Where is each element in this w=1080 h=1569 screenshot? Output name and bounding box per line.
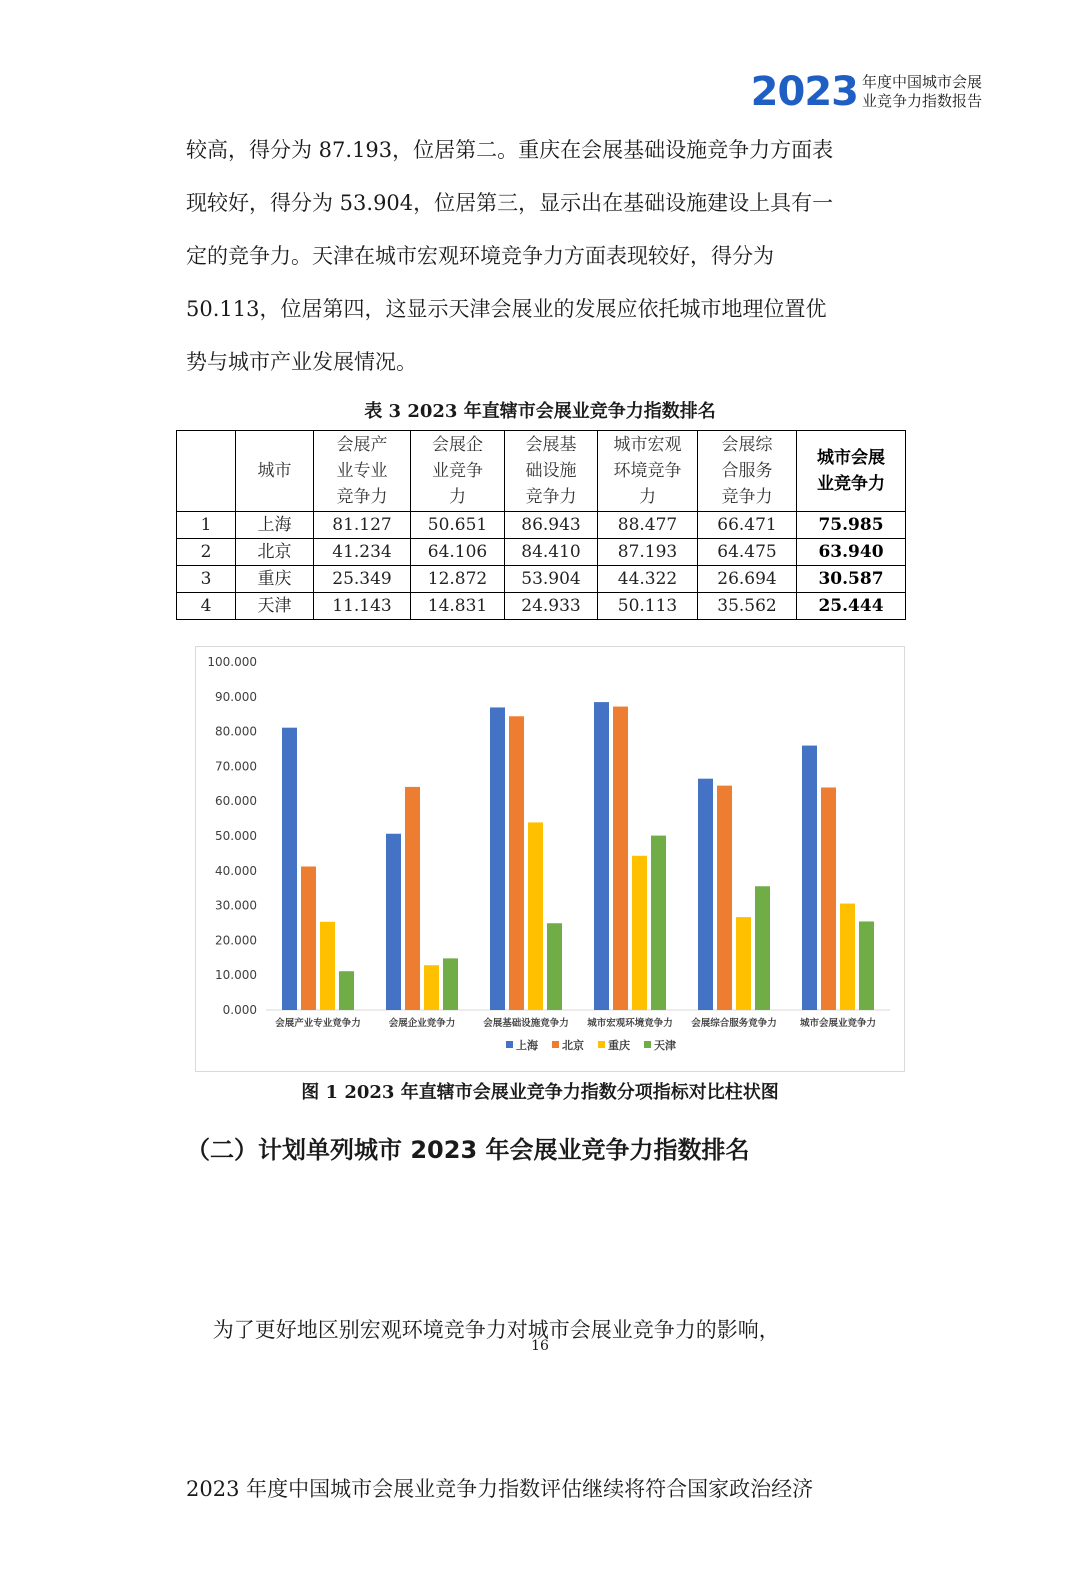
- chart-bar: [802, 746, 817, 1010]
- chart-bar: [717, 786, 732, 1010]
- table-header-cell: [177, 431, 236, 512]
- table-cell: 北京: [236, 539, 314, 566]
- header-line: 竞争力: [721, 487, 773, 507]
- x-tick-label: 会展基础设施竞争力: [483, 1018, 569, 1029]
- header-line: 竞争力: [336, 487, 388, 507]
- report-logo: [751, 70, 982, 114]
- table-cell: 50.651: [411, 512, 505, 539]
- section-heading: （二）计划单列城市 2023 年会展业竞争力指数排名: [186, 1136, 750, 1164]
- paragraph-line: 50.113，位居第四，这显示天津会展业的发展应依托城市地理位置优: [186, 297, 827, 321]
- chart-bar: [613, 707, 628, 1010]
- header-line: 力: [449, 487, 466, 507]
- table-cell: 上海: [236, 512, 314, 539]
- header-line: 础设施: [525, 461, 577, 481]
- bar-chart: [196, 647, 904, 1071]
- header-line: 城市: [257, 461, 292, 481]
- x-tick-label: 城市宏观环境竞争力: [587, 1018, 673, 1029]
- chart-bar: [443, 958, 458, 1010]
- chart-bar: [755, 886, 770, 1010]
- header-line: 城市会展: [817, 448, 885, 468]
- y-tick-label: 10.000: [215, 968, 257, 983]
- legend-swatch: [506, 1041, 513, 1048]
- paragraph-line: 为了更好地区别宏观环境竞争力对城市会展业竞争力的影响，: [186, 1318, 780, 1342]
- table-cell: 2: [177, 539, 236, 566]
- header-line: 会展产: [336, 435, 388, 455]
- table-cell: 重庆: [236, 566, 314, 593]
- table-row: [177, 512, 906, 539]
- table-cell: 11.143: [314, 593, 411, 620]
- table-cell: 50.113: [598, 593, 698, 620]
- chart-bar: [405, 787, 420, 1010]
- logo-title: [862, 73, 982, 111]
- table-cell: 25.444: [797, 593, 906, 620]
- table-cell: 84.410: [505, 539, 598, 566]
- header-line: 业专业: [336, 461, 388, 481]
- header-line: 业竞争: [432, 461, 483, 481]
- body-paragraph: [186, 124, 906, 389]
- header-line: 业竞争力: [817, 474, 885, 494]
- table-cell: 87.193: [598, 539, 698, 566]
- y-tick-label: 50.000: [215, 829, 257, 843]
- table-cell: 66.471: [698, 512, 797, 539]
- chart-bar: [509, 716, 524, 1010]
- logo-title-line2: 业竞争力指数报告: [861, 92, 982, 110]
- header-line: 会展企: [432, 435, 483, 455]
- table-row: [177, 566, 906, 593]
- table-cell: 1: [177, 512, 236, 539]
- x-tick-label: 会展企业竞争力: [388, 1018, 456, 1029]
- table-cell: 63.940: [797, 539, 906, 566]
- paragraph-line: 较高，得分为 87.193，位居第二。重庆在会展基础设施竞争力方面表: [186, 138, 834, 162]
- legend-label: 北京: [562, 1039, 584, 1052]
- chart-bar: [632, 856, 647, 1010]
- table-cell: 26.694: [698, 566, 797, 593]
- chart-bar: [528, 822, 543, 1010]
- chart-bar: [547, 923, 562, 1010]
- chart-frame: [195, 646, 905, 1072]
- table-header-cell: [236, 431, 314, 512]
- table-cell: 81.127: [314, 512, 411, 539]
- header-line: 环境竞争: [613, 461, 682, 481]
- header-line: 城市宏观: [613, 435, 682, 455]
- table-cell: 天津: [236, 593, 314, 620]
- chart-bar: [282, 728, 297, 1010]
- table-cell: 88.477: [598, 512, 698, 539]
- table-header-cell: [314, 431, 411, 512]
- table-caption: 表 3 2023 年直辖市会展业竞争力指数排名: [364, 401, 716, 422]
- y-tick-label: 100.000: [207, 655, 257, 669]
- chart-bar: [651, 836, 666, 1010]
- chart-bar: [424, 965, 439, 1010]
- x-tick-label: 会展综合服务竞争力: [691, 1018, 777, 1029]
- legend-swatch: [552, 1041, 559, 1048]
- table-cell: 64.106: [411, 539, 505, 566]
- table-cell: 41.234: [314, 539, 411, 566]
- table-cell: 75.985: [797, 512, 906, 539]
- paragraph-line: 定的竞争力。天津在城市宏观环境竞争力方面表现较好，得分为: [186, 244, 774, 268]
- y-tick-label: 20.000: [215, 933, 257, 948]
- y-tick-label: 0.000: [222, 1003, 257, 1017]
- table-row: [177, 593, 906, 620]
- y-tick-label: 90.000: [215, 689, 257, 704]
- chart-bar: [490, 707, 505, 1010]
- logo-year: 2023: [750, 69, 858, 115]
- legend-label: 上海: [516, 1039, 538, 1052]
- table-row: [177, 539, 906, 566]
- table-cell: 64.475: [698, 539, 797, 566]
- legend-label: 重庆: [608, 1039, 630, 1052]
- y-tick-label: 70.000: [215, 759, 257, 774]
- y-tick-label: 60.000: [215, 794, 257, 809]
- closing-paragraph: [186, 1198, 906, 1569]
- header-line: 会展综: [721, 435, 773, 455]
- chart-bar: [339, 971, 354, 1010]
- table-header-cell: [698, 431, 797, 512]
- chart-bar: [386, 834, 401, 1010]
- chart-bar: [821, 787, 836, 1010]
- table-cell: 12.872: [411, 566, 505, 593]
- table-body: [177, 512, 906, 620]
- y-tick-label: 80.000: [215, 724, 257, 739]
- table-cell: 30.587: [797, 566, 906, 593]
- paragraph-line: 2023 年度中国城市会展业竞争力指数评估继续将符合国家政治经济: [186, 1477, 814, 1501]
- paragraph-line: 现较好，得分为 53.904，位居第三，显示出在基础设施建设上具有一: [186, 191, 834, 215]
- y-tick-label: 30.000: [215, 898, 257, 913]
- header-line: 竞争力: [525, 487, 577, 507]
- table-cell: 24.933: [505, 593, 598, 620]
- chart-bar: [736, 917, 751, 1010]
- legend-label: 天津: [654, 1039, 676, 1052]
- chart-bar: [698, 779, 713, 1010]
- x-tick-label: 会展产业专业竞争力: [275, 1018, 361, 1029]
- paragraph-line: 势与城市产业发展情况。: [186, 350, 417, 374]
- chart-bar: [840, 904, 855, 1010]
- page-number: 16: [531, 1338, 549, 1354]
- table-cell: 44.322: [598, 566, 698, 593]
- legend-swatch: [598, 1041, 605, 1048]
- chart-bar: [859, 921, 874, 1010]
- table-cell: 53.904: [505, 566, 598, 593]
- table-cell: 25.349: [314, 566, 411, 593]
- table-cell: 35.562: [698, 593, 797, 620]
- x-tick-label: 城市会展业竞争力: [799, 1018, 877, 1029]
- header-line: 力: [639, 487, 656, 507]
- table-header-row: [177, 431, 906, 512]
- table-header-cell: [598, 431, 698, 512]
- header-line: 会展基: [525, 435, 577, 455]
- ranking-table: [176, 430, 906, 620]
- figure-caption: 图 1 2023 年直辖市会展业竞争力指数分项指标对比柱状图: [301, 1082, 779, 1103]
- chart-bar: [594, 702, 609, 1010]
- table-cell: 3: [177, 566, 236, 593]
- logo-title-line1: 年度中国城市会展: [861, 73, 982, 91]
- y-tick-label: 40.000: [215, 863, 257, 878]
- chart-bar: [301, 867, 316, 1010]
- table-cell: 86.943: [505, 512, 598, 539]
- table-cell: 4: [177, 593, 236, 620]
- legend-swatch: [644, 1041, 651, 1048]
- table-cell: 14.831: [411, 593, 505, 620]
- chart-bar: [320, 922, 335, 1010]
- header-line: 合服务: [721, 461, 773, 481]
- table-header-cell: [411, 431, 505, 512]
- table-header-cell: [797, 431, 906, 512]
- table-header-cell: [505, 431, 598, 512]
